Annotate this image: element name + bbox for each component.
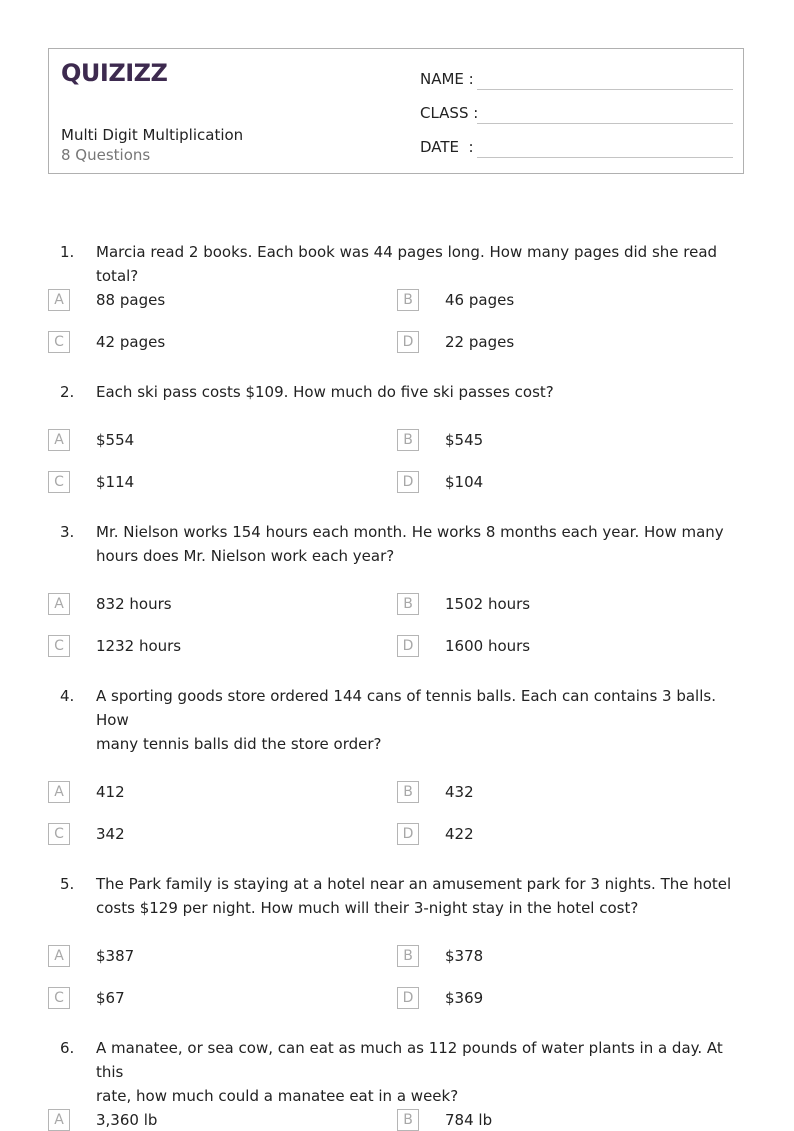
question-text-line: A sporting goods store ordered 144 cans of tennis balls. Each can contains 3 balls. How bbox=[96, 687, 716, 729]
option-letter-box[interactable]: B bbox=[397, 1109, 419, 1131]
question-text bbox=[96, 684, 746, 756]
option-text: $554 bbox=[96, 431, 135, 449]
question-number: 3. bbox=[60, 523, 75, 541]
option-letter-box[interactable]: C bbox=[48, 331, 70, 353]
class-line bbox=[477, 123, 733, 124]
option-letter-box[interactable]: A bbox=[48, 1109, 70, 1131]
name-label: NAME : bbox=[420, 70, 474, 88]
option-letter-box[interactable]: C bbox=[48, 987, 70, 1009]
option-text: 46 pages bbox=[445, 291, 515, 309]
question-count: 8 Questions bbox=[61, 146, 151, 164]
option-letter-box[interactable]: A bbox=[48, 781, 70, 803]
option-letter-box[interactable]: D bbox=[397, 331, 419, 353]
question-text-line: A manatee, or sea cow, can eat as much as 112 pounds of water plants in a day. At this bbox=[96, 1039, 723, 1081]
option-text: 1232 hours bbox=[96, 637, 182, 655]
option-text: 412 bbox=[96, 783, 125, 801]
question-text bbox=[96, 1036, 746, 1108]
question-text-line: Mr. Nielson works 154 hours each month. He works 8 months each year. How many bbox=[96, 523, 724, 541]
option-text: $378 bbox=[445, 947, 484, 965]
option-text: $387 bbox=[96, 947, 135, 965]
question-text bbox=[96, 240, 746, 288]
option-text: 1600 hours bbox=[445, 637, 531, 655]
option-text: 42 pages bbox=[96, 333, 166, 351]
question-number: 2. bbox=[60, 383, 75, 401]
name-line bbox=[477, 89, 733, 90]
option-text: $545 bbox=[445, 431, 484, 449]
question-number: 6. bbox=[60, 1039, 75, 1057]
option-text: 342 bbox=[96, 825, 125, 843]
option-letter-box[interactable]: B bbox=[397, 593, 419, 615]
question-text-line: Each ski pass costs $109. How much do five ski passes cost? bbox=[96, 383, 554, 401]
option-letter-box[interactable]: A bbox=[48, 593, 70, 615]
name-field[interactable] bbox=[420, 68, 733, 90]
option-text: 432 bbox=[445, 783, 474, 801]
option-text: 422 bbox=[445, 825, 474, 843]
option-text: $114 bbox=[96, 473, 135, 491]
option-text: 22 pages bbox=[445, 333, 515, 351]
question-text bbox=[96, 872, 746, 920]
date-label: DATE : bbox=[420, 138, 474, 156]
question-text-line: Marcia read 2 books. Each book was 44 pages long. How many pages did she read total? bbox=[96, 243, 718, 285]
worksheet-title: Multi Digit Multiplication bbox=[61, 126, 244, 144]
option-letter-box[interactable]: B bbox=[397, 945, 419, 967]
question-number: 4. bbox=[60, 687, 75, 705]
quizizz-logo: QUIZIZZ bbox=[61, 59, 168, 87]
option-letter-box[interactable]: D bbox=[397, 823, 419, 845]
option-letter-box[interactable]: C bbox=[48, 635, 70, 657]
option-letter-box[interactable]: D bbox=[397, 987, 419, 1009]
option-text: 1502 hours bbox=[445, 595, 531, 613]
question-number: 5. bbox=[60, 875, 75, 893]
question-text-line: many tennis balls did the store order? bbox=[96, 735, 382, 753]
date-field[interactable] bbox=[420, 136, 733, 158]
option-letter-box[interactable]: D bbox=[397, 635, 419, 657]
option-text: 88 pages bbox=[96, 291, 166, 309]
option-text: 3,360 lb bbox=[96, 1111, 158, 1129]
option-letter-box[interactable]: A bbox=[48, 945, 70, 967]
option-letter-box[interactable]: A bbox=[48, 429, 70, 451]
question-text-line: rate, how much could a manatee eat in a week? bbox=[96, 1087, 459, 1105]
question-text bbox=[96, 380, 746, 404]
option-text: 832 hours bbox=[96, 595, 172, 613]
question-number: 1. bbox=[60, 243, 75, 261]
option-letter-box[interactable]: D bbox=[397, 471, 419, 493]
question-text-line: costs $129 per night. How much will their 3-night stay in the hotel cost? bbox=[96, 899, 639, 917]
option-letter-box[interactable]: C bbox=[48, 823, 70, 845]
option-letter-box[interactable]: B bbox=[397, 781, 419, 803]
class-field[interactable] bbox=[420, 102, 733, 124]
question-text-line: hours does Mr. Nielson work each year? bbox=[96, 547, 395, 565]
question-text bbox=[96, 520, 746, 568]
option-text: $67 bbox=[96, 989, 125, 1007]
date-line bbox=[477, 157, 733, 158]
question-text-line: The Park family is staying at a hotel near an amusement park for 3 nights. The hotel bbox=[96, 875, 732, 893]
option-letter-box[interactable]: B bbox=[397, 289, 419, 311]
option-text: $104 bbox=[445, 473, 484, 491]
option-text: $369 bbox=[445, 989, 484, 1007]
option-text: 784 lb bbox=[445, 1111, 493, 1129]
worksheet-header bbox=[48, 48, 744, 174]
option-letter-box[interactable]: A bbox=[48, 289, 70, 311]
class-label: CLASS : bbox=[420, 104, 479, 122]
option-letter-box[interactable]: B bbox=[397, 429, 419, 451]
option-letter-box[interactable]: C bbox=[48, 471, 70, 493]
